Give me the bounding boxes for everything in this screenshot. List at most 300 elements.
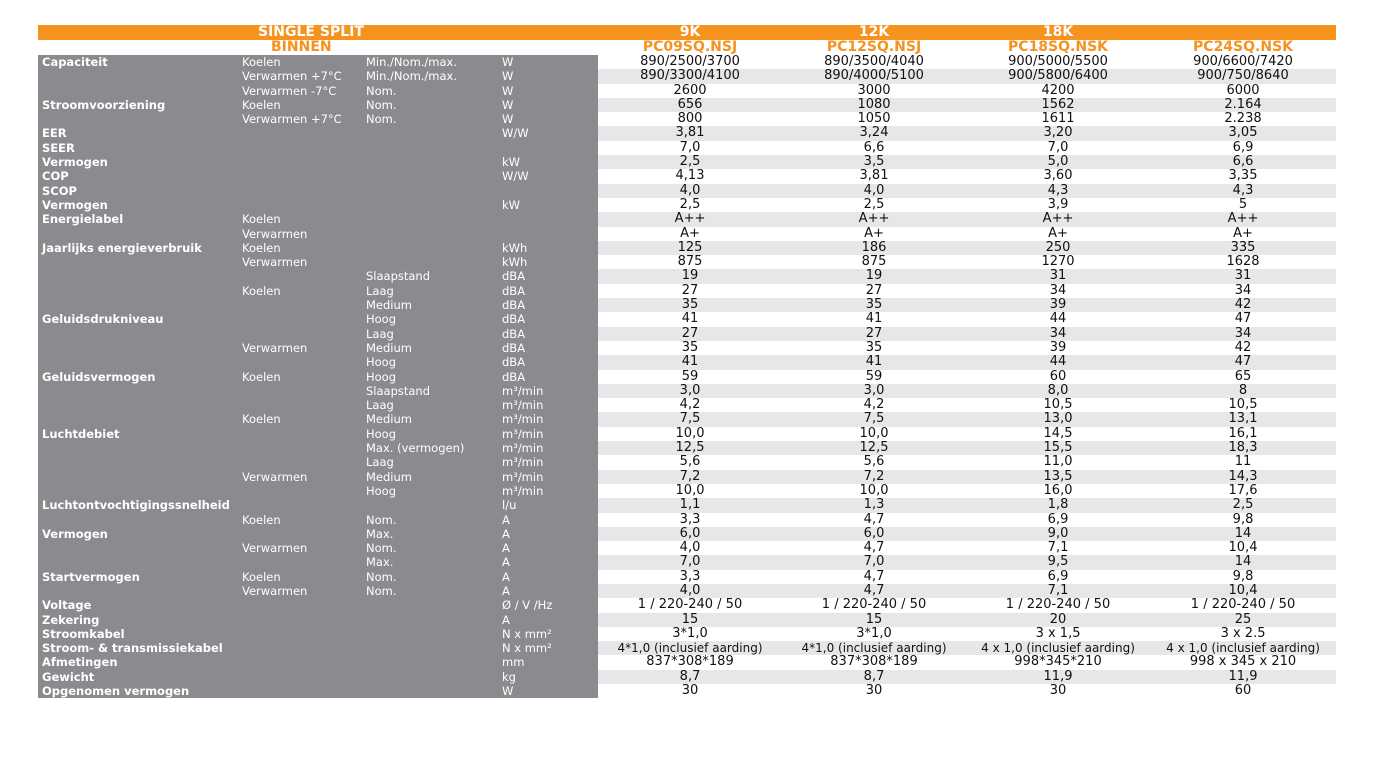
model-value-cell: 1562 [966, 98, 1150, 112]
row-unit-label: dBA [498, 327, 598, 341]
row-mode-label: Koelen [238, 212, 362, 226]
table-row [38, 555, 1336, 569]
model-value-cell: 8,7 [782, 670, 966, 684]
model-value-cell: 41 [598, 312, 782, 326]
model-value-cell: 6,6 [1150, 155, 1336, 169]
model-value-cell: 1 / 220-240 / 50 [1150, 598, 1336, 612]
model-value-cell: 35 [598, 298, 782, 312]
row-unit-label: A [498, 555, 598, 569]
model-value-cell: 27 [782, 284, 966, 298]
row-mode-label: Koelen [238, 370, 362, 384]
table-row [38, 570, 1336, 584]
model-value-cell: 30 [966, 684, 1150, 698]
row-category-label [38, 269, 238, 283]
table-row [38, 670, 1336, 684]
model-value-cell: 3,20 [966, 126, 1150, 140]
row-setting-label [362, 613, 498, 627]
model-value-cell: 998*345*210 [966, 655, 1150, 669]
header-row-models [38, 40, 1336, 55]
row-unit-label: m³/min [498, 398, 598, 412]
row-setting-label: Nom. [362, 541, 498, 555]
model-value-cell: 2,5 [1150, 498, 1336, 512]
row-category-label: Afmetingen [38, 655, 238, 669]
model-value-cell: 31 [966, 269, 1150, 283]
row-setting-label: Slaapstand [362, 269, 498, 283]
table-row [38, 141, 1336, 155]
row-category-label [38, 555, 238, 569]
row-unit-label: dBA [498, 298, 598, 312]
table-row [38, 212, 1336, 226]
row-category-label [38, 584, 238, 598]
model-value-cell: A++ [966, 212, 1150, 226]
model-header: PC12SQ.NSJ [782, 40, 966, 55]
model-value-cell: 900/5000/5500 [966, 55, 1150, 69]
row-category-label: SEER [38, 141, 238, 155]
table-row [38, 184, 1336, 198]
row-setting-label: Nom. [362, 98, 498, 112]
row-unit-label: Ø / V /Hz [498, 598, 598, 612]
table-row [38, 84, 1336, 98]
row-setting-label: Hoog [362, 312, 498, 326]
model-value-cell: 11,9 [966, 670, 1150, 684]
model-value-cell: 250 [966, 241, 1150, 255]
model-value-cell: 6,9 [966, 570, 1150, 584]
model-value-cell: 4,3 [1150, 184, 1336, 198]
row-setting-label: Max. [362, 527, 498, 541]
table-row [38, 412, 1336, 426]
row-category-label: Stroomvoorziening [38, 98, 238, 112]
row-setting-label [362, 641, 498, 655]
row-category-label [38, 398, 238, 412]
table-row [38, 541, 1336, 555]
row-unit-label: N x mm² [498, 627, 598, 641]
row-category-label [38, 412, 238, 426]
model-value-cell: 875 [782, 255, 966, 269]
row-category-label: Geluidsdrukniveau [38, 312, 238, 326]
row-unit-label: kWh [498, 255, 598, 269]
row-unit-label: W [498, 69, 598, 83]
row-mode-label [238, 355, 362, 369]
model-value-cell: 1050 [782, 112, 966, 126]
row-category-label: Luchtdebiet [38, 427, 238, 441]
table-row [38, 527, 1336, 541]
model-value-cell: 900/6600/7420 [1150, 55, 1336, 69]
table-row [38, 627, 1336, 641]
header-row-capacity [38, 25, 1336, 40]
row-unit-label: dBA [498, 284, 598, 298]
model-value-cell: 27 [598, 327, 782, 341]
model-value-cell: 41 [782, 355, 966, 369]
model-value-cell: 34 [1150, 284, 1336, 298]
row-category-label: COP [38, 169, 238, 183]
row-mode-label [238, 427, 362, 441]
row-unit-label: m³/min [498, 484, 598, 498]
row-category-label: SCOP [38, 184, 238, 198]
row-unit-label: kWh [498, 241, 598, 255]
table-row [38, 455, 1336, 469]
table-row [38, 284, 1336, 298]
row-setting-label [362, 255, 498, 269]
row-mode-label [238, 155, 362, 169]
model-value-cell: A+ [966, 227, 1150, 241]
row-setting-label [362, 198, 498, 212]
row-setting-label [362, 126, 498, 140]
row-setting-label [362, 184, 498, 198]
row-unit-label: A [498, 541, 598, 555]
model-value-cell: 14,5 [966, 427, 1150, 441]
row-mode-label [238, 455, 362, 469]
model-value-cell: 35 [782, 298, 966, 312]
model-value-cell: 4 x 1,0 (inclusief aarding) [966, 641, 1150, 655]
table-row [38, 98, 1336, 112]
model-value-cell: 6000 [1150, 84, 1336, 98]
table-row [38, 684, 1336, 698]
model-value-cell: 4,2 [782, 398, 966, 412]
model-value-cell: 3,81 [782, 169, 966, 183]
row-mode-label [238, 327, 362, 341]
model-value-cell: 1,8 [966, 498, 1150, 512]
model-value-cell: 125 [598, 241, 782, 255]
table-row [38, 484, 1336, 498]
row-mode-label: Verwarmen [238, 227, 362, 241]
model-value-cell: 17,6 [1150, 484, 1336, 498]
row-unit-label [498, 212, 598, 226]
row-unit-label: m³/min [498, 470, 598, 484]
row-mode-label [238, 384, 362, 398]
model-value-cell: 13,5 [966, 470, 1150, 484]
model-value-cell: 27 [598, 284, 782, 298]
row-setting-label: Hoog [362, 484, 498, 498]
model-value-cell: 4,7 [782, 570, 966, 584]
model-value-cell: 3 x 2.5 [1150, 627, 1336, 641]
model-value-cell: 2.238 [1150, 112, 1336, 126]
model-value-cell: 10,0 [598, 484, 782, 498]
table-row [38, 55, 1336, 69]
row-setting-label [362, 655, 498, 669]
row-setting-label [362, 684, 498, 698]
model-value-cell: 41 [782, 312, 966, 326]
row-category-label: Jaarlijks energieverbruik [38, 241, 238, 255]
row-unit-label: W [498, 112, 598, 126]
model-value-cell: 3,35 [1150, 169, 1336, 183]
model-value-cell: 35 [782, 341, 966, 355]
row-setting-label [362, 670, 498, 684]
row-setting-label: Medium [362, 341, 498, 355]
model-value-cell: 5,6 [782, 455, 966, 469]
model-value-cell: 6,6 [782, 141, 966, 155]
row-setting-label: Hoog [362, 370, 498, 384]
row-unit-label [498, 227, 598, 241]
row-category-label: Stroomkabel [38, 627, 238, 641]
row-category-label: Luchtontvochtigingssnelheid [38, 498, 238, 512]
row-unit-label: l/u [498, 498, 598, 512]
model-value-cell: 1611 [966, 112, 1150, 126]
row-mode-label [238, 641, 362, 655]
row-category-label [38, 327, 238, 341]
model-value-cell: 900/5800/6400 [966, 69, 1150, 83]
model-value-cell: 31 [1150, 269, 1336, 283]
model-value-cell: 9,8 [1150, 570, 1336, 584]
row-unit-label: A [498, 570, 598, 584]
model-value-cell: 3,9 [966, 198, 1150, 212]
model-value-cell: 59 [782, 370, 966, 384]
row-setting-label [362, 627, 498, 641]
row-category-label [38, 470, 238, 484]
row-mode-label [238, 398, 362, 412]
row-category-label: Stroom- & transmissiekabel [38, 641, 238, 655]
model-value-cell: 3,24 [782, 126, 966, 140]
model-value-cell: 4200 [966, 84, 1150, 98]
row-setting-label: Laag [362, 284, 498, 298]
model-value-cell: 8 [1150, 384, 1336, 398]
table-row [38, 641, 1336, 655]
model-value-cell: 11,9 [1150, 670, 1336, 684]
capacity-header: 12K [782, 25, 966, 40]
model-value-cell: 6,0 [598, 527, 782, 541]
row-category-label: Startvermogen [38, 570, 238, 584]
row-mode-label: Koelen [238, 241, 362, 255]
model-value-cell: 837*308*189 [782, 655, 966, 669]
model-value-cell: 30 [782, 684, 966, 698]
row-unit-label: m³/min [498, 441, 598, 455]
row-mode-label: Koelen [238, 412, 362, 426]
row-mode-label [238, 484, 362, 498]
model-value-cell: 9,8 [1150, 513, 1336, 527]
row-setting-label [362, 598, 498, 612]
model-value-cell: 4,7 [782, 513, 966, 527]
model-value-cell: 4,2 [598, 398, 782, 412]
model-value-cell: 3,3 [598, 513, 782, 527]
row-setting-label: Min./Nom./max. [362, 55, 498, 69]
model-value-cell: 35 [598, 341, 782, 355]
row-unit-label: kg [498, 670, 598, 684]
model-value-cell: 16,1 [1150, 427, 1336, 441]
model-value-cell: 11,0 [966, 455, 1150, 469]
row-unit-label: W [498, 98, 598, 112]
row-setting-label: Medium [362, 412, 498, 426]
row-mode-label [238, 126, 362, 140]
model-value-cell: 34 [1150, 327, 1336, 341]
table-subtitle: BINNEN [38, 40, 598, 55]
row-setting-label [362, 169, 498, 183]
row-setting-label: Min./Nom./max. [362, 69, 498, 83]
model-value-cell: 1628 [1150, 255, 1336, 269]
model-value-cell: 4,0 [598, 541, 782, 555]
model-value-cell: 7,5 [598, 412, 782, 426]
model-value-cell: 10,0 [782, 427, 966, 441]
model-value-cell: 3,05 [1150, 126, 1336, 140]
model-value-cell: 900/750/8640 [1150, 69, 1336, 83]
row-category-label: Energielabel [38, 212, 238, 226]
model-value-cell: 15,5 [966, 441, 1150, 455]
row-mode-label [238, 198, 362, 212]
table-row [38, 441, 1336, 455]
table-row [38, 169, 1336, 183]
model-value-cell: 11 [1150, 455, 1336, 469]
model-value-cell: 4,7 [782, 584, 966, 598]
model-value-cell: 890/3500/4040 [782, 55, 966, 69]
row-unit-label [498, 184, 598, 198]
model-value-cell: 5 [1150, 198, 1336, 212]
row-setting-label: Nom. [362, 584, 498, 598]
row-category-label [38, 298, 238, 312]
row-unit-label: W/W [498, 169, 598, 183]
model-value-cell: 12,5 [782, 441, 966, 455]
model-value-cell: 890/2500/3700 [598, 55, 782, 69]
table-row [38, 255, 1336, 269]
row-unit-label: A [498, 584, 598, 598]
row-mode-label [238, 655, 362, 669]
row-setting-label: Nom. [362, 570, 498, 584]
table-row [38, 584, 1336, 598]
row-category-label [38, 284, 238, 298]
model-value-cell: 5,6 [598, 455, 782, 469]
row-unit-label: dBA [498, 312, 598, 326]
row-setting-label [362, 155, 498, 169]
model-value-cell: 42 [1150, 298, 1336, 312]
model-value-cell: 7,0 [598, 555, 782, 569]
table-row [38, 227, 1336, 241]
model-value-cell: 6,9 [966, 513, 1150, 527]
model-value-cell: A+ [598, 227, 782, 241]
row-mode-label [238, 527, 362, 541]
row-category-label: Vermogen [38, 527, 238, 541]
model-value-cell: 186 [782, 241, 966, 255]
model-value-cell: 890/4000/5100 [782, 69, 966, 83]
model-value-cell: 890/3300/4100 [598, 69, 782, 83]
row-setting-label: Max. (vermogen) [362, 441, 498, 455]
model-value-cell: 3 x 1,5 [966, 627, 1150, 641]
row-unit-label: A [498, 527, 598, 541]
model-value-cell: 875 [598, 255, 782, 269]
model-value-cell: 335 [1150, 241, 1336, 255]
model-value-cell: 4,3 [966, 184, 1150, 198]
row-category-label [38, 513, 238, 527]
row-setting-label: Laag [362, 327, 498, 341]
model-value-cell: 7,1 [966, 584, 1150, 598]
model-value-cell: 2600 [598, 84, 782, 98]
model-value-cell: 5,0 [966, 155, 1150, 169]
model-value-cell: 10,5 [1150, 398, 1336, 412]
spec-table [38, 25, 1336, 698]
table-row [38, 370, 1336, 384]
model-value-cell: 10,4 [1150, 584, 1336, 598]
model-value-cell: 12,5 [598, 441, 782, 455]
row-mode-label: Verwarmen +7°C [238, 112, 362, 126]
table-row [38, 355, 1336, 369]
row-mode-label: Verwarmen [238, 341, 362, 355]
row-setting-label: Slaapstand [362, 384, 498, 398]
row-mode-label [238, 684, 362, 698]
row-mode-label: Verwarmen -7°C [238, 84, 362, 98]
model-value-cell: 1 / 220-240 / 50 [966, 598, 1150, 612]
row-mode-label: Koelen [238, 513, 362, 527]
row-unit-label: m³/min [498, 427, 598, 441]
row-unit-label: m³/min [498, 412, 598, 426]
row-mode-label [238, 598, 362, 612]
model-value-cell: 1270 [966, 255, 1150, 269]
row-category-label: Gewicht [38, 670, 238, 684]
model-value-cell: 7,1 [966, 541, 1150, 555]
model-value-cell: 800 [598, 112, 782, 126]
model-value-cell: 7,5 [782, 412, 966, 426]
row-category-label [38, 69, 238, 83]
model-value-cell: 25 [1150, 613, 1336, 627]
model-value-cell: 3,81 [598, 126, 782, 140]
model-value-cell: 2,5 [598, 198, 782, 212]
model-value-cell: 47 [1150, 355, 1336, 369]
model-value-cell: 656 [598, 98, 782, 112]
row-unit-label: dBA [498, 370, 598, 384]
table-row [38, 327, 1336, 341]
row-category-label [38, 355, 238, 369]
row-category-label [38, 541, 238, 555]
model-value-cell: A+ [1150, 227, 1336, 241]
row-mode-label: Koelen [238, 55, 362, 69]
row-setting-label: Medium [362, 298, 498, 312]
row-category-label: Capaciteit [38, 55, 238, 69]
model-value-cell: 2.164 [1150, 98, 1336, 112]
model-value-cell: 30 [598, 684, 782, 698]
model-value-cell: 1,1 [598, 498, 782, 512]
row-setting-label: Nom. [362, 84, 498, 98]
table-row [38, 269, 1336, 283]
model-value-cell: 14 [1150, 555, 1336, 569]
model-value-cell: 3,5 [782, 155, 966, 169]
row-category-label: Zekering [38, 613, 238, 627]
model-value-cell: 1080 [782, 98, 966, 112]
row-unit-label: W [498, 684, 598, 698]
model-value-cell: 7,2 [598, 470, 782, 484]
model-value-cell: 39 [966, 341, 1150, 355]
model-value-cell: 42 [1150, 341, 1336, 355]
model-value-cell: 3,60 [966, 169, 1150, 183]
row-setting-label [362, 212, 498, 226]
table-row [38, 384, 1336, 398]
model-value-cell: 1 / 220-240 / 50 [598, 598, 782, 612]
row-setting-label [362, 141, 498, 155]
model-value-cell: 34 [966, 284, 1150, 298]
row-unit-label: N x mm² [498, 641, 598, 655]
row-mode-label: Koelen [238, 284, 362, 298]
row-unit-label: mm [498, 655, 598, 669]
row-mode-label: Verwarmen [238, 541, 362, 555]
table-row [38, 470, 1336, 484]
table-row [38, 312, 1336, 326]
model-value-cell: A++ [1150, 212, 1336, 226]
model-value-cell: 998 x 345 x 210 [1150, 655, 1336, 669]
model-value-cell: 9,0 [966, 527, 1150, 541]
model-value-cell: 9,5 [966, 555, 1150, 569]
capacity-header: 18K [966, 25, 1150, 40]
row-mode-label: Verwarmen [238, 584, 362, 598]
row-setting-label [362, 498, 498, 512]
row-mode-label: Verwarmen [238, 470, 362, 484]
row-category-label [38, 84, 238, 98]
model-value-cell: 2,5 [598, 155, 782, 169]
model-value-cell: 7,2 [782, 470, 966, 484]
model-value-cell: 13,0 [966, 412, 1150, 426]
row-mode-label: Verwarmen [238, 255, 362, 269]
model-value-cell: 60 [1150, 684, 1336, 698]
model-value-cell: 13,1 [1150, 412, 1336, 426]
row-unit-label: A [498, 613, 598, 627]
model-value-cell: 15 [782, 613, 966, 627]
model-value-cell: 1,3 [782, 498, 966, 512]
row-mode-label [238, 627, 362, 641]
row-category-label: Voltage [38, 598, 238, 612]
model-value-cell: 7,0 [782, 555, 966, 569]
